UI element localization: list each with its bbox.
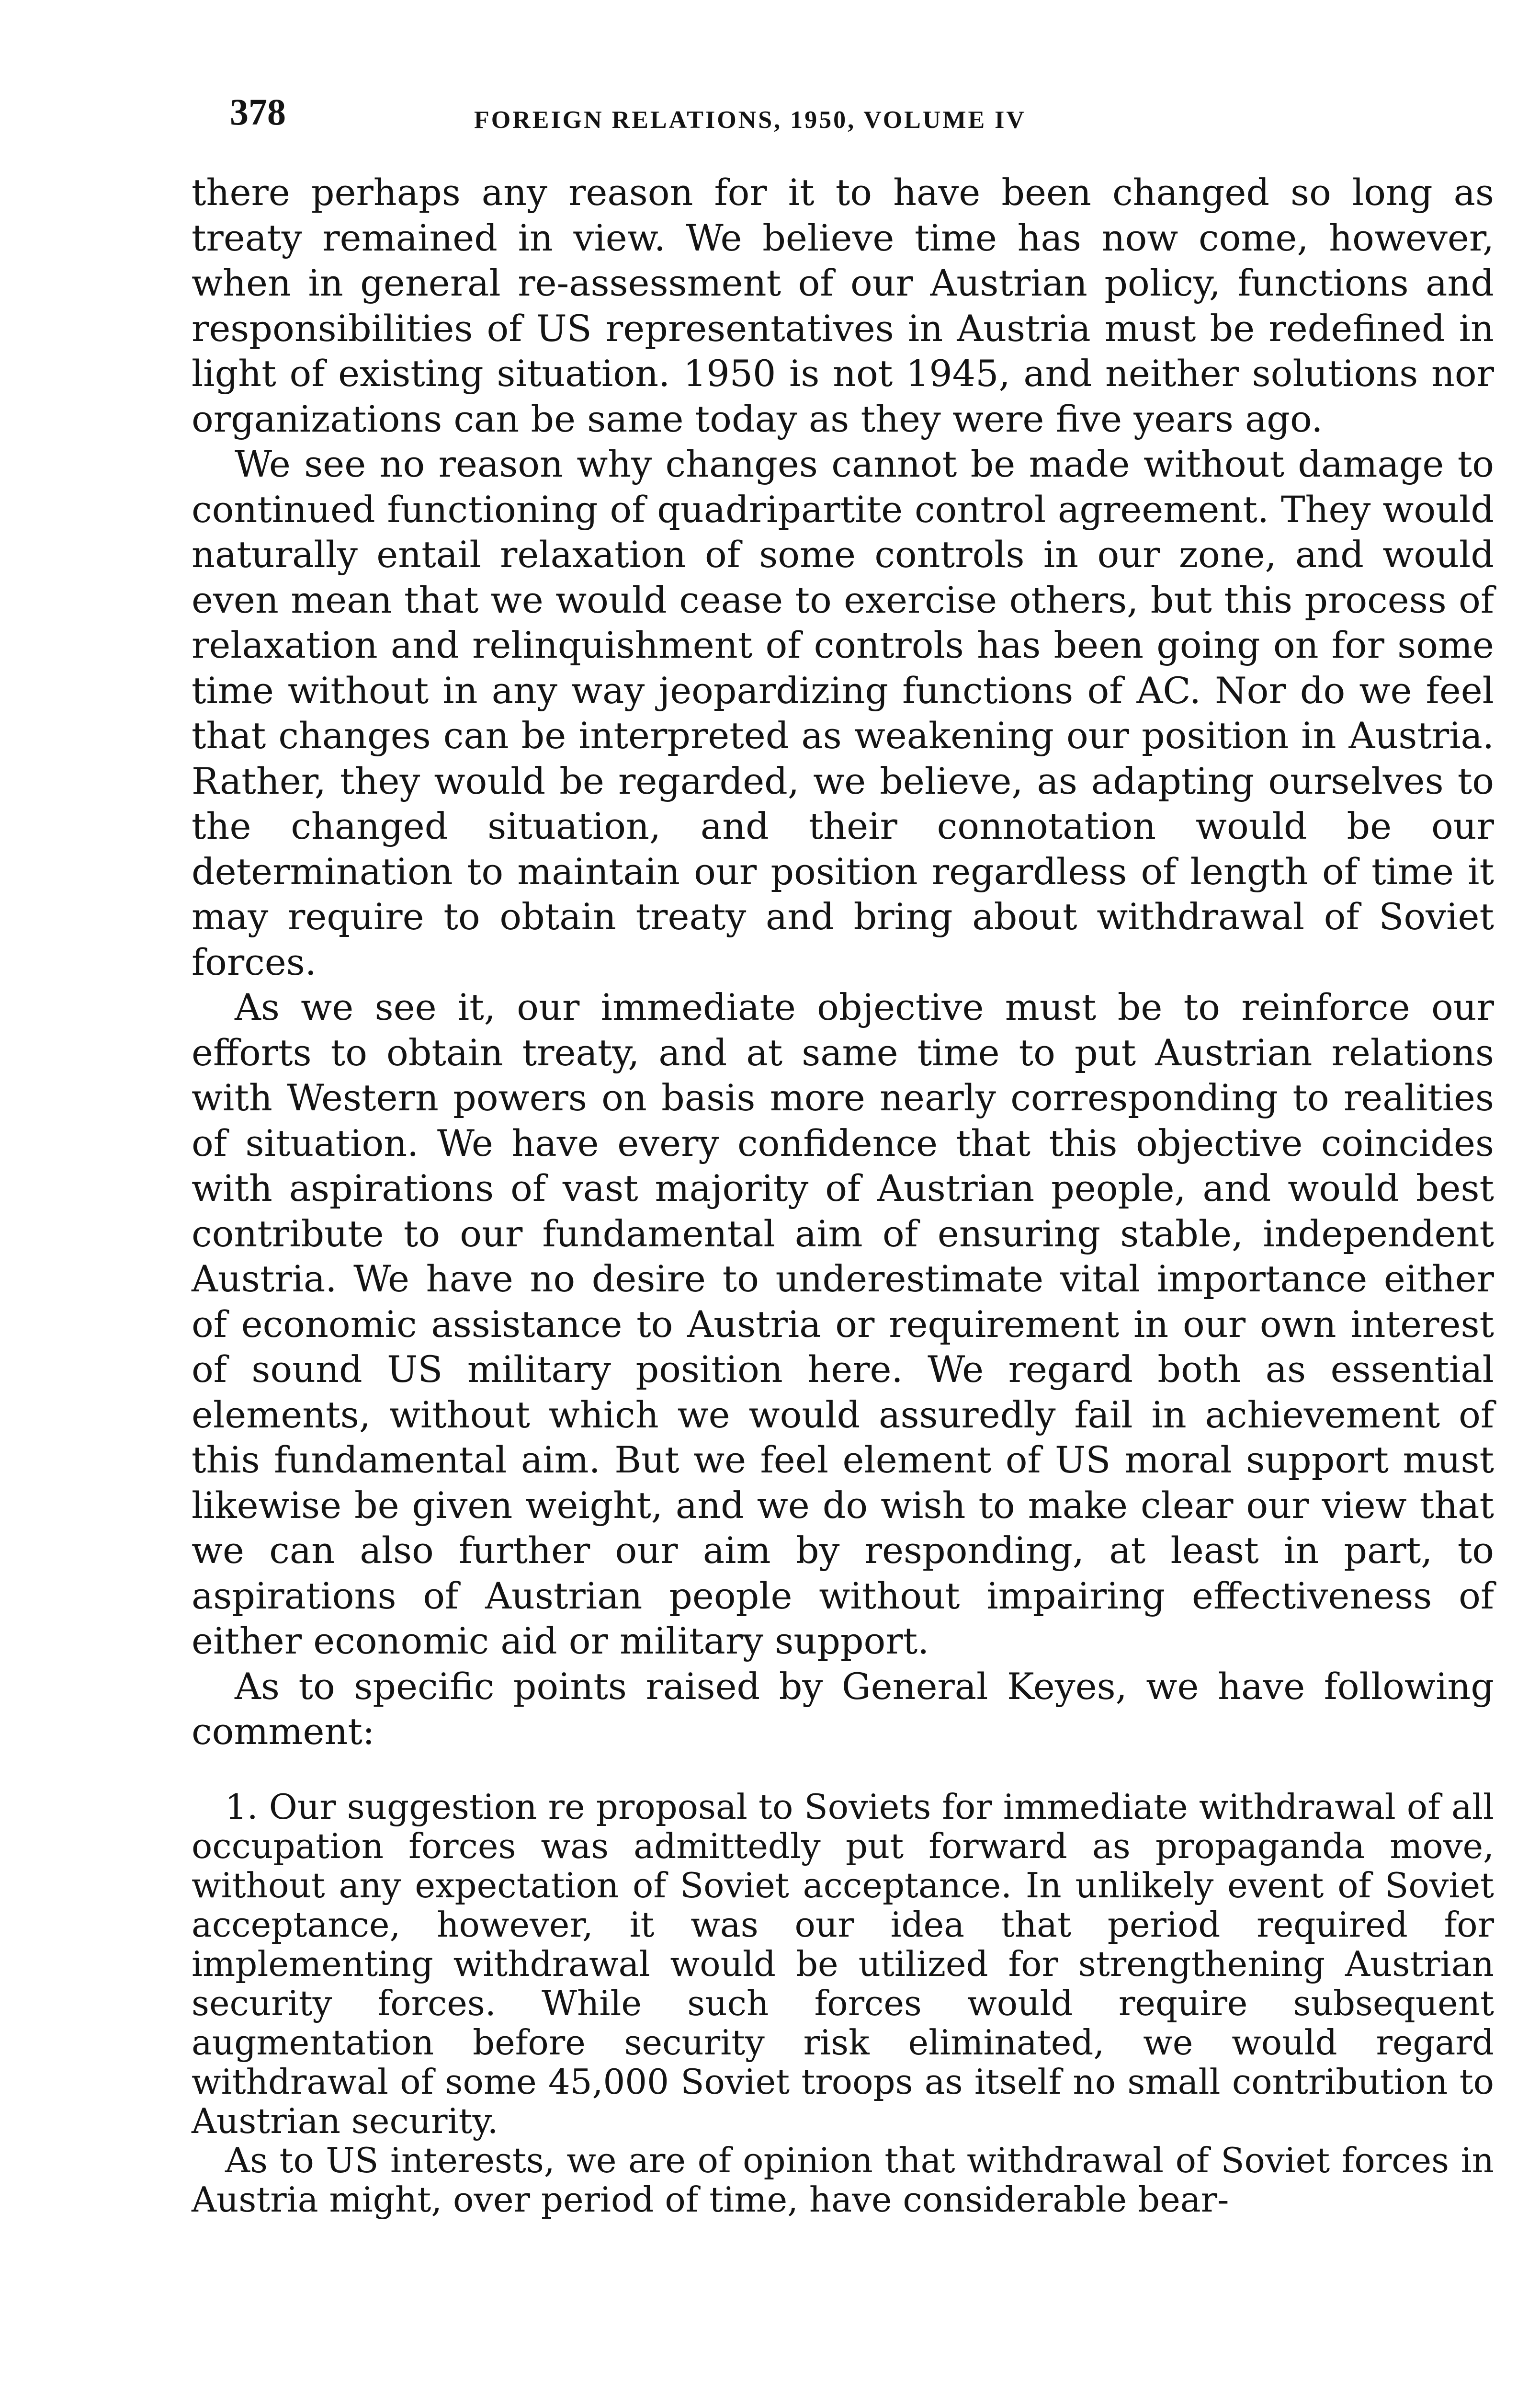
paragraph: We see no reason why changes cannot be made without damage to continued functioning of quadripartite control agreement. They would naturally entail relaxation of some controls in our zone, and would even mean that we would cease to exercise others, but this process of relaxation and relinquishment of controls has been going on for some time without in any way jeopardizing functions of AC. Nor do we feel that changes can be interpreted as weakening our position in Austria. Rather, they would be regarded, we believe, as adapting ourselves to the changed situation, and their connotation would be our determination to maintain our position regardless of length of time it may require to obtain treaty and bring about withdrawal of Soviet forces. [192, 443, 1494, 983]
paragraph-continuation: there perhaps any reason for it to have been changed so long as treaty remained in view. We believe time has now come, however, when in general re-assessment of our Austrian policy, functions and responsibilities of US representatives in Austria must be redefined in light of existing situation. 1950 is not 1945, and neither solutions nor organizations can be same today as they were five years ago. [192, 171, 1494, 440]
paragraph: As to specific points raised by General Keyes, we have following comment: [192, 1665, 1494, 1753]
paragraph: As we see it, our immediate objective must be to reinforce our efforts to obtain treaty, and at same time to put Austrian relations with Western powers on basis more nearly corresponding to realities of situation. We have every confidence that this objective coincides with aspirations of vast majority of Austrian people, and would best contribute to our fundamental aim of ensuring stable, independent Austria. We have no desire to underestimate vital importance either of economic assistance to Austria or requirement in our own interest of sound US military position here. We regard both as essential elements, without which we would assuredly fail in achievement of this fundamental aim. But we feel element of US moral support must likewise be given weight, and we do wish to make clear our view that we can also further our aim by responding, at least in part, to aspirations of Austrian people without impairing effectiveness of either economic aid or military support. [192, 986, 1494, 1662]
spacer [192, 1755, 1494, 1787]
page-number: 378 [230, 91, 286, 133]
numbered-item-paragraph: As to US interests, we are of opinion that withdrawal of Soviet forces in Austria might, over period of time, have considerable bear- [192, 2140, 1494, 2220]
running-head-title: FOREIGN RELATIONS, 1950, VOLUME IV [474, 106, 1026, 134]
numbered-comments [192, 1787, 1494, 2219]
numbered-item: 1. Our suggestion re proposal to Soviets for immediate withdrawal of all occupation forces was admittedly put forward as propaganda move, without any expectation of Soviet acceptance. In unlikely event of Soviet acceptance, however, it was our idea that period required for implementing withdrawal would be utilized for strengthening Austrian security forces. While such forces would require subsequent augmentation before security risk eliminated, we would regard withdrawal of some 45,000 Soviet troops as itself no small contribution to Austrian security. [192, 1786, 1494, 2141]
document-page [192, 84, 1494, 2395]
running-head [192, 84, 1494, 160]
body-text [192, 170, 1494, 1755]
